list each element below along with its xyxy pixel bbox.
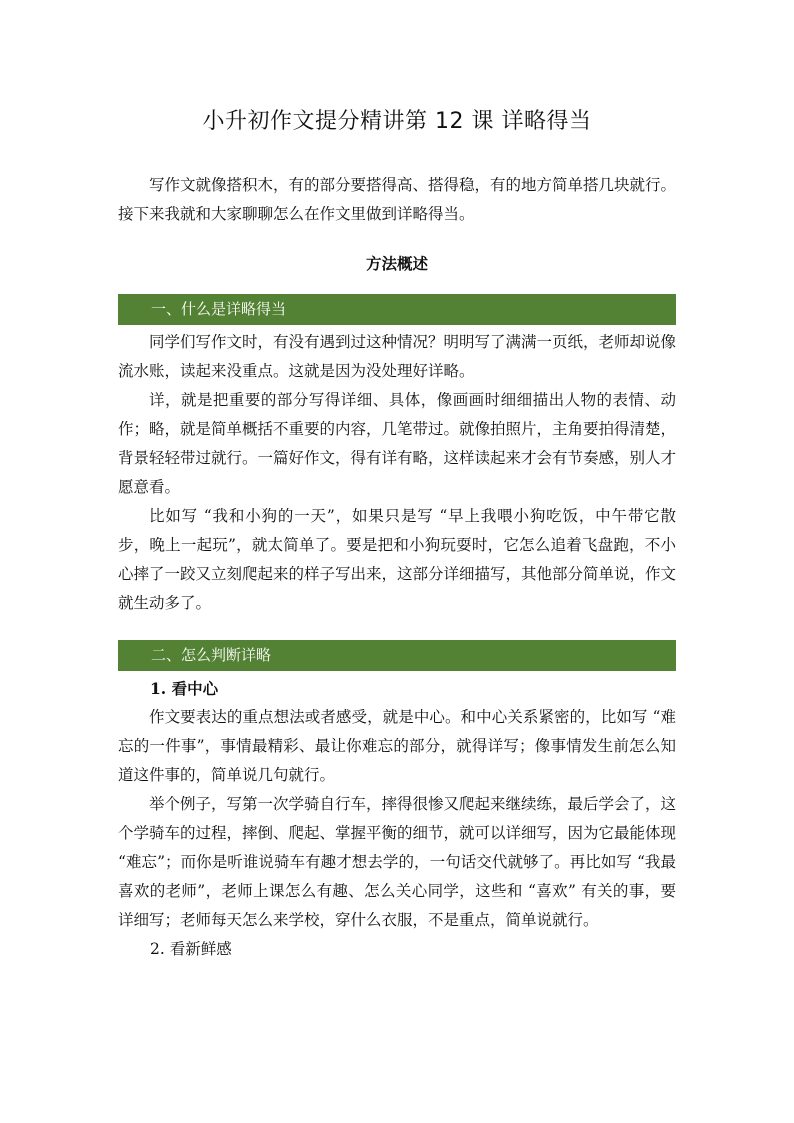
part1-paragraph-3: 比如写 “我和小狗的一天”，如果只是写 “早上我喂小狗吃饭，中午带它散步，晚上一起玩”，就太简单了。要是把和小狗玩耍时，它怎么追着飞盘跑，不小心摔了一跤又立刻爬起来的样子写出来，这部分详细描写，其他部分简单说，作文就生动多了。: [118, 507, 677, 612]
part2-paragraph-1: 作文要表达的重点想法或者感受，就是中心。和中心关系紧密的，比如写 “难忘的一件事”，事情最精彩、最让你难忘的部分，就得详写；像事情发生前怎么知道这件事的，简单说几句就行。: [118, 708, 676, 784]
part1-paragraph-2: 详，就是把重要的部分写得详细、具体，像画画时细细描出人物的表情、动作；略，就是简单概括不重要的内容，几笔带过。就像拍照片，主角要拍得清楚，背景轻轻带过就行。一篇好作文，得有详有略，这样读起来才会有节奏感，别人才愿意看。: [118, 391, 677, 496]
intro-paragraph: 写作文就像搭积木，有的部分要搭得高、搭得稳，有的地方简单搭几块就行。接下来我就和大家聊聊怎么在作文里做到详略得当。: [118, 176, 677, 223]
part2-content: [118, 674, 676, 964]
part1-heading-bar: 一、什么是详略得当: [118, 294, 676, 325]
intro-section: [118, 171, 676, 229]
part1-content: [118, 328, 676, 618]
page-title: 小升初作文提分精讲第 12 课 详略得当: [202, 109, 592, 134]
section-heading: 方法概述: [365, 254, 428, 273]
part2-heading-bar: 二、怎么判断详略: [118, 640, 676, 671]
part1-paragraph-1: 同学们写作文时，有没有遇到过这种情况？明明写了满满一页纸，老师却说像流水账，读起来没重点。这就是因为没处理好详略。: [118, 333, 677, 380]
part2-paragraph-2: 举个例子，写第一次学骑自行车，摔得很惨又爬起来继续练，最后学会了，这个学骑车的过程，摔倒、爬起、掌握平衡的细节，就可以详细写，因为它最能体现 “难忘”；而你是听谁说骑车有趣才想去学的，一句话交代就够了。再比如写 “我最喜欢的老师”，老师上课怎么有趣、怎么关心同学，这些和 “喜欢” 有关的事，要详细写；老师每天怎么来学校，穿什么衣服，不是重点，简单说就行。: [118, 795, 677, 929]
part2-subheading-1: 1. 看中心: [150, 679, 219, 698]
part2-subheading-2: 2. 看新鲜感: [150, 940, 232, 958]
